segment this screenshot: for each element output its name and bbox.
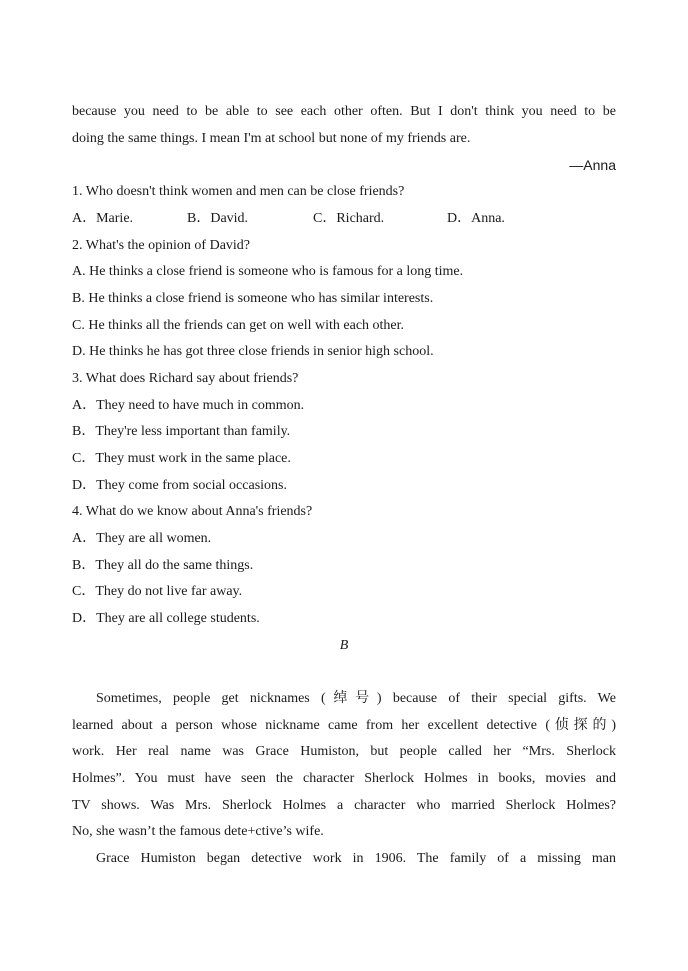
question-3-option-b: B．They're less important than family. (72, 424, 291, 439)
question-1-option-b: B．David. (187, 211, 249, 226)
question-2-option-d: D. He thinks he has got three close friends in senior high school. (72, 344, 434, 359)
question-2-option-c: C. He thinks all the friends can get on well with each other. (72, 318, 405, 333)
question-2-stem: 2. What's the opinion of David? (72, 238, 251, 253)
question-4-option-d: D．They are all college students. (72, 611, 260, 626)
question-4-option-b: B．They all do the same things. (72, 558, 254, 573)
question-3-option-d: D．They come from social occasions. (72, 478, 287, 493)
question-1-option-c: C．Richard. (313, 211, 385, 226)
intro-line-2: doing the same things. I mean I'm at school but none of my friends are. (72, 131, 471, 146)
passage-line-2: learned about a person whose nickname came from her excellent detective (侦探的) (72, 718, 616, 733)
question-1-option-d: D．Anna. (447, 211, 505, 226)
question-4-option-a: A．They are all women. (72, 531, 212, 546)
passage-line-5: TV shows. Was Mrs. Sherlock Holmes a character who married Sherlock Holmes? (72, 798, 616, 813)
question-3-option-c: C．They must work in the same place. (72, 451, 291, 466)
passage-line-3: work. Her real name was Grace Humiston, but people called her “Mrs. Sherlock (72, 744, 616, 759)
question-2-option-a: A. He thinks a close friend is someone who is famous for a long time. (72, 264, 464, 279)
question-3-stem: 3. What does Richard say about friends? (72, 371, 299, 386)
passage-line-7: Grace Humiston began detective work in 1906. The family of a missing man (96, 851, 616, 866)
signature-anna: —Anna (569, 157, 616, 173)
question-1-stem: 1. Who doesn't think women and men can be close friends? (72, 184, 405, 199)
question-3-option-a: A．They need to have much in common. (72, 398, 305, 413)
question-1-option-a: A．Marie. (72, 211, 134, 226)
passage-line-1: Sometimes, people get nicknames (绰号) because of their special gifts. We (96, 691, 616, 706)
question-4-stem: 4. What do we know about Anna's friends? (72, 504, 313, 519)
question-4-option-c: C．They do not live far away. (72, 584, 243, 599)
passage-line-6: No, she wasn’t the famous dete+ctive’s wife. (72, 824, 324, 839)
question-2-option-b: B. He thinks a close friend is someone who has similar interests. (72, 291, 434, 306)
passage-line-4: Holmes”. You must have seen the character Sherlock Holmes in books, movies and (72, 771, 616, 786)
section-b-heading: B (339, 638, 349, 653)
intro-line-1: because you need to be able to see each other often. But I don't think you need to be (72, 104, 616, 119)
